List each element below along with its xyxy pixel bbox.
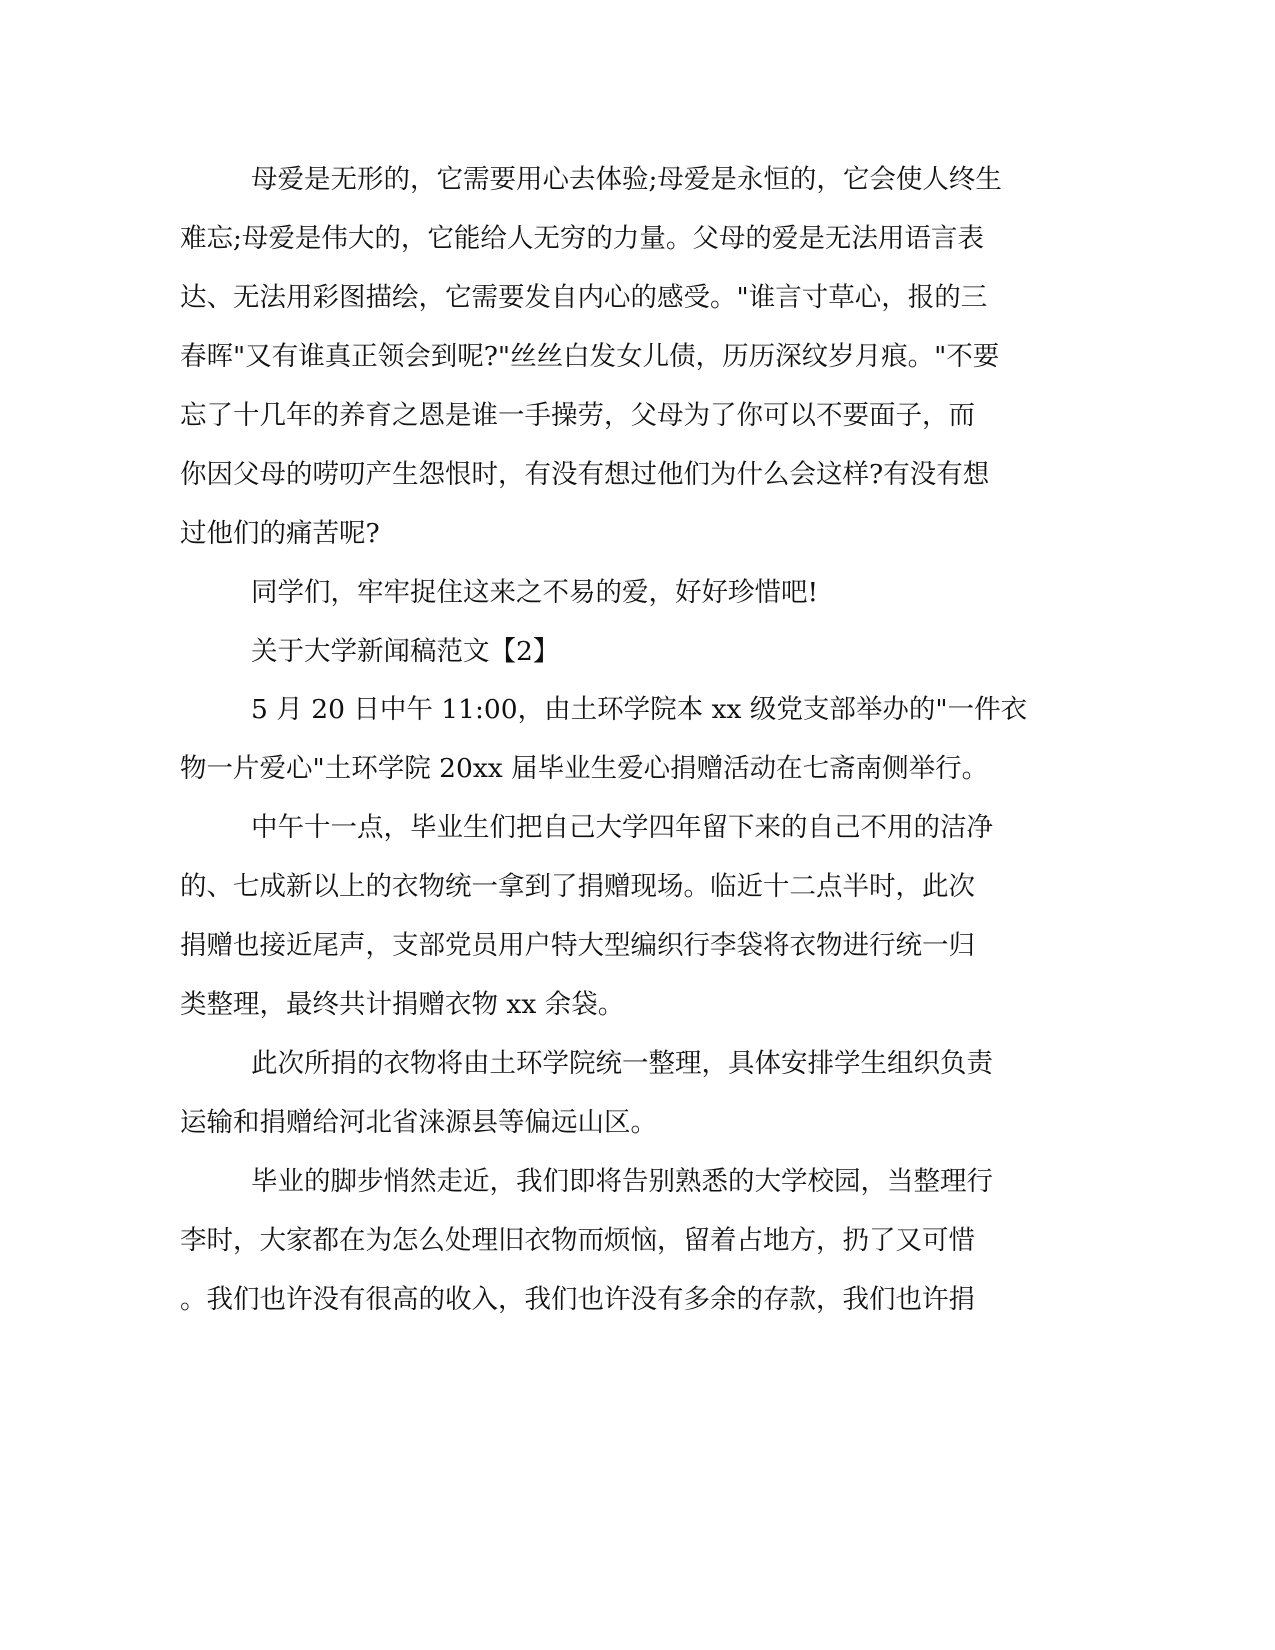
text-line: 类整理，最终共计捐赠衣物 xx 余袋。	[180, 989, 625, 1020]
text-line: 中午十一点，毕业生们把自己大学四年留下来的自己不用的洁净	[251, 812, 993, 843]
text-line: 运输和捐赠给河北省涞源县等偏远山区。	[180, 1107, 657, 1138]
text-line: 5 月 20 日中午 11:00，由土环学院本 xx 级党支部举办的"一件衣	[251, 694, 1028, 725]
text-line: 过他们的痛苦呢?	[180, 518, 380, 549]
text-line: 同学们，牢牢捉住这来之不易的爱，好好珍惜吧!	[251, 577, 819, 608]
text-line: 李时，大家都在为怎么处理旧衣物而烦恼，留着占地方，扔了又可惜	[180, 1225, 975, 1256]
text-line: 忘了十几年的养育之恩是谁一手操劳，父母为了你可以不要面子，而	[180, 400, 975, 431]
text-line: 物一片爱心"土环学院 20xx 届毕业生爱心捐赠活动在七斋南侧举行。	[180, 753, 989, 784]
text-line: 春晖"又有谁真正领会到呢?"丝丝白发女儿债，历历深纹岁月痕。"不要	[180, 341, 1000, 372]
text-line: 难忘;母爱是伟大的，它能给人无穷的力量。父母的爱是无法用语言表	[180, 223, 984, 254]
text-line: 捐赠也接近尾声，支部党员用户特大型编织行李袋将衣物进行统一归	[180, 930, 975, 961]
text-line: 的、七成新以上的衣物统一拿到了捐赠现场。临近十二点半时，此次	[180, 871, 975, 902]
text-line: 你因父母的唠叨产生怨恨时，有没有想过他们为什么会这样?有没有想	[180, 459, 990, 490]
text-line: 达、无法用彩图描绘，它需要发自内心的感受。"谁言寸草心，报的三	[180, 282, 988, 313]
text-line: 毕业的脚步悄然走近，我们即将告别熟悉的大学校园，当整理行	[251, 1166, 993, 1197]
text-line: 此次所捐的衣物将由土环学院统一整理，具体安排学生组织负责	[251, 1048, 993, 1079]
section-heading: 关于大学新闻稿范文【2】	[251, 636, 560, 667]
text-line: 。我们也许没有很高的收入，我们也许没有多余的存款，我们也许捐	[180, 1284, 975, 1315]
text-line: 母爱是无形的，它需要用心去体验;母爱是永恒的，它会使人终生	[251, 164, 1002, 195]
